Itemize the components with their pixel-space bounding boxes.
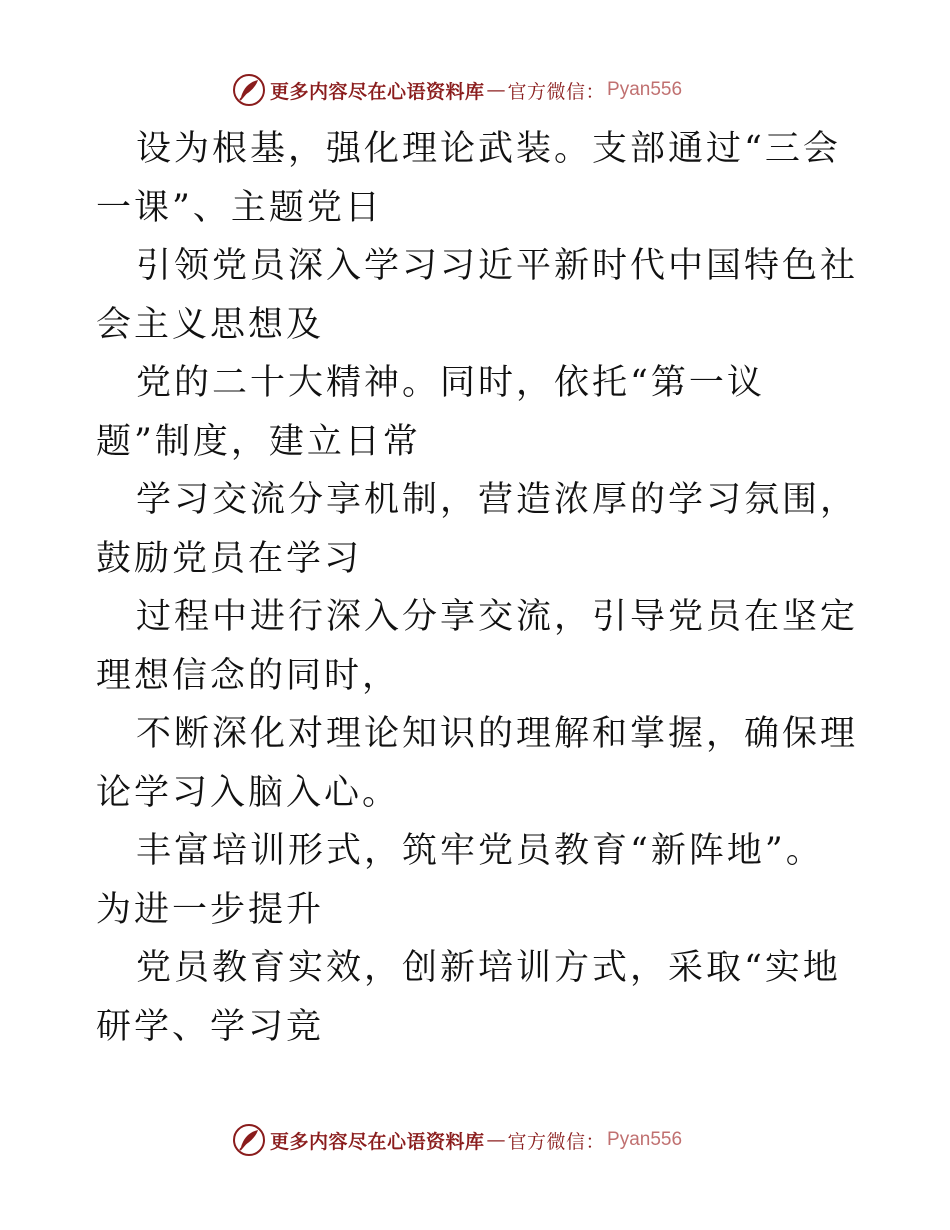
- watermark-separator: —: [486, 79, 506, 101]
- paragraph: 丰富培训形式，筑牢党员教育“新阵地”。为进一步提升: [96, 831, 824, 930]
- watermark-label: 官方微信：: [507, 1130, 606, 1153]
- quill-logo-icon: [232, 73, 266, 107]
- paragraph: 设为根基，强化理论武装。支部通过“三会一课”、主题党日: [96, 129, 841, 228]
- watermark-text: 更多内容尽在心语资料库: [270, 1130, 485, 1153]
- header-watermark: [232, 70, 682, 110]
- paragraph: 不断深化对理论知识的理解和掌握，确保理论学习入脑入心。: [96, 714, 859, 813]
- watermark-text: 更多内容尽在心语资料库: [270, 80, 485, 103]
- watermark-id: Pyan556: [607, 1129, 683, 1150]
- paragraph: 党的二十大精神。同时，依托“第一议题”制度，建立日常: [96, 363, 765, 462]
- watermark-label: 官方微信：: [507, 80, 606, 103]
- body-text: [96, 120, 858, 1056]
- watermark-separator: —: [486, 1129, 506, 1151]
- paragraph: 过程中进行深入分享交流，引导党员在坚定理想信念的同时，: [96, 597, 859, 696]
- paragraph: 党员教育实效，创新培训方式，采取“实地研学、学习竞: [96, 948, 841, 1047]
- paragraph: 学习交流分享机制，营造浓厚的学习氛围，鼓励党员在学习: [96, 480, 859, 579]
- footer-watermark: [232, 1120, 682, 1160]
- paragraph: 引领党员深入学习习近平新时代中国特色社会主义思想及: [96, 246, 859, 345]
- quill-logo-icon: [232, 1123, 266, 1157]
- watermark-id: Pyan556: [607, 79, 683, 100]
